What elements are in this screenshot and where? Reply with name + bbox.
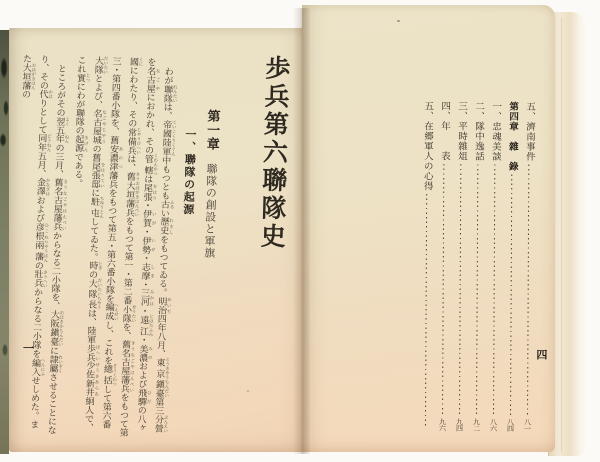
toc-entry-label: 五、濟南事件 bbox=[523, 101, 535, 162]
toc-entry bbox=[502, 101, 521, 431]
toc-entry-label: 二、隊中逸話 bbox=[472, 101, 484, 162]
chapter-number: 第一章 bbox=[204, 108, 221, 152]
right-page bbox=[302, 5, 555, 452]
body-paragraph: わが聯隊 れんたいは、帝國 ていこく陸軍 りくぐん中もつとも古 ふるい歷史 れきしをもつてゐる。明治 めいぢ四年八月、東京 とうきやう鎭臺 ちんだい第三分營 ぶんえいを名古屋 なごやにおかれ、その管轄 くわんかつは尾張 をはり・伊賀 いが・伊勢 いせ・志摩 しま・三河 みかは・遠江 とほたふみ・美濃 みのおよび飛驒 ひだの八ヶ國 くににわたり、その常備兵 じやうびへいは、舊 きう大垣 おほがき藩兵 はんぺいをもつて第一・第二番小隊 せうたいを、舊名古屋藩兵きうなごやはんぺいをもつて第三・第四番小隊を、舊安濃津 あのつ藩兵をもつて第五・第六番小隊を編成 へんせいし、これを總括 そうくわつして第六番大隊 だいたいとよび、名古屋城 なごやじやうの舊尾張邸 をはりていに駐屯 ちゆうとんしてゐた。時 ときの大隊長 だいたいちやうは、陸軍歩兵 ほへい少佐 せうさ新井 あらゐ絅人で、これ實 じつにわが聯隊の起源 きげんである。 bbox=[72, 55, 179, 437]
toc-entry-label: 五、在郷軍人の心得 bbox=[421, 100, 433, 192]
toc-entry bbox=[434, 101, 453, 431]
toc-page-number: 八六 bbox=[489, 418, 498, 432]
chapter-heading bbox=[200, 109, 223, 259]
toc-entry bbox=[468, 101, 487, 431]
toc-entry-label: 三、平時雜俎 bbox=[455, 101, 467, 162]
toc-dotted-leader bbox=[442, 164, 445, 415]
toc-page-number: 九四 bbox=[455, 418, 464, 432]
body-text bbox=[7, 54, 179, 440]
toc-page-number: 九二 bbox=[472, 418, 481, 432]
book-title: 歩兵第六聯隊史 bbox=[256, 54, 290, 252]
left-page-content bbox=[2, 24, 307, 456]
table-of-contents bbox=[417, 101, 538, 432]
toc-entry bbox=[451, 101, 470, 431]
chapter-title: 聯隊の創設と軍旗 bbox=[202, 162, 218, 260]
toc-dotted-leader bbox=[527, 165, 530, 416]
toc-entry-label: 四、年 表 bbox=[438, 101, 450, 162]
toc-dotted-leader bbox=[459, 164, 462, 415]
toc-entry bbox=[519, 101, 538, 431]
paper-speck bbox=[397, 20, 400, 22]
toc-entry bbox=[417, 101, 436, 431]
toc-dotted-leader bbox=[493, 164, 496, 415]
right-folio-number: 四 bbox=[536, 349, 548, 362]
body-paragraph: ところがその翌 よく五年 ねんの三月、舊名古屋藩兵きうなごやはんぺいからなる二小隊を、大阪 おほさか鎭臺 ちんだいに隷屬 れいぞくさせることになり、その代 かはりとして同年 どうねん五月、金澤 かなざはおよび彦根 ひこね兩藩 りやうはんの壯兵 さうへいからなる二小隊を編入 へんにふせしめた。また大垣藩 おほがきはんの bbox=[20, 53, 71, 435]
toc-entry-label: 一、忠魂美談 bbox=[489, 101, 501, 162]
toc-page-number: 八一 bbox=[523, 418, 532, 432]
toc-entry-label: 第四章 雜 錄 bbox=[506, 101, 518, 172]
paper-speck bbox=[247, 390, 249, 392]
section-heading: 一、聯隊の起源 bbox=[181, 128, 197, 217]
toc-entry bbox=[485, 101, 504, 431]
toc-page-number: 八四 bbox=[506, 418, 515, 432]
toc-dotted-leader bbox=[476, 164, 479, 415]
toc-page-number: 九六 bbox=[438, 418, 447, 432]
toc-dotted-leader bbox=[425, 194, 428, 428]
left-folio-number: 一 bbox=[22, 342, 35, 356]
toc-dotted-leader bbox=[510, 174, 513, 415]
left-page bbox=[9, 28, 302, 452]
right-page-content bbox=[301, 4, 556, 452]
